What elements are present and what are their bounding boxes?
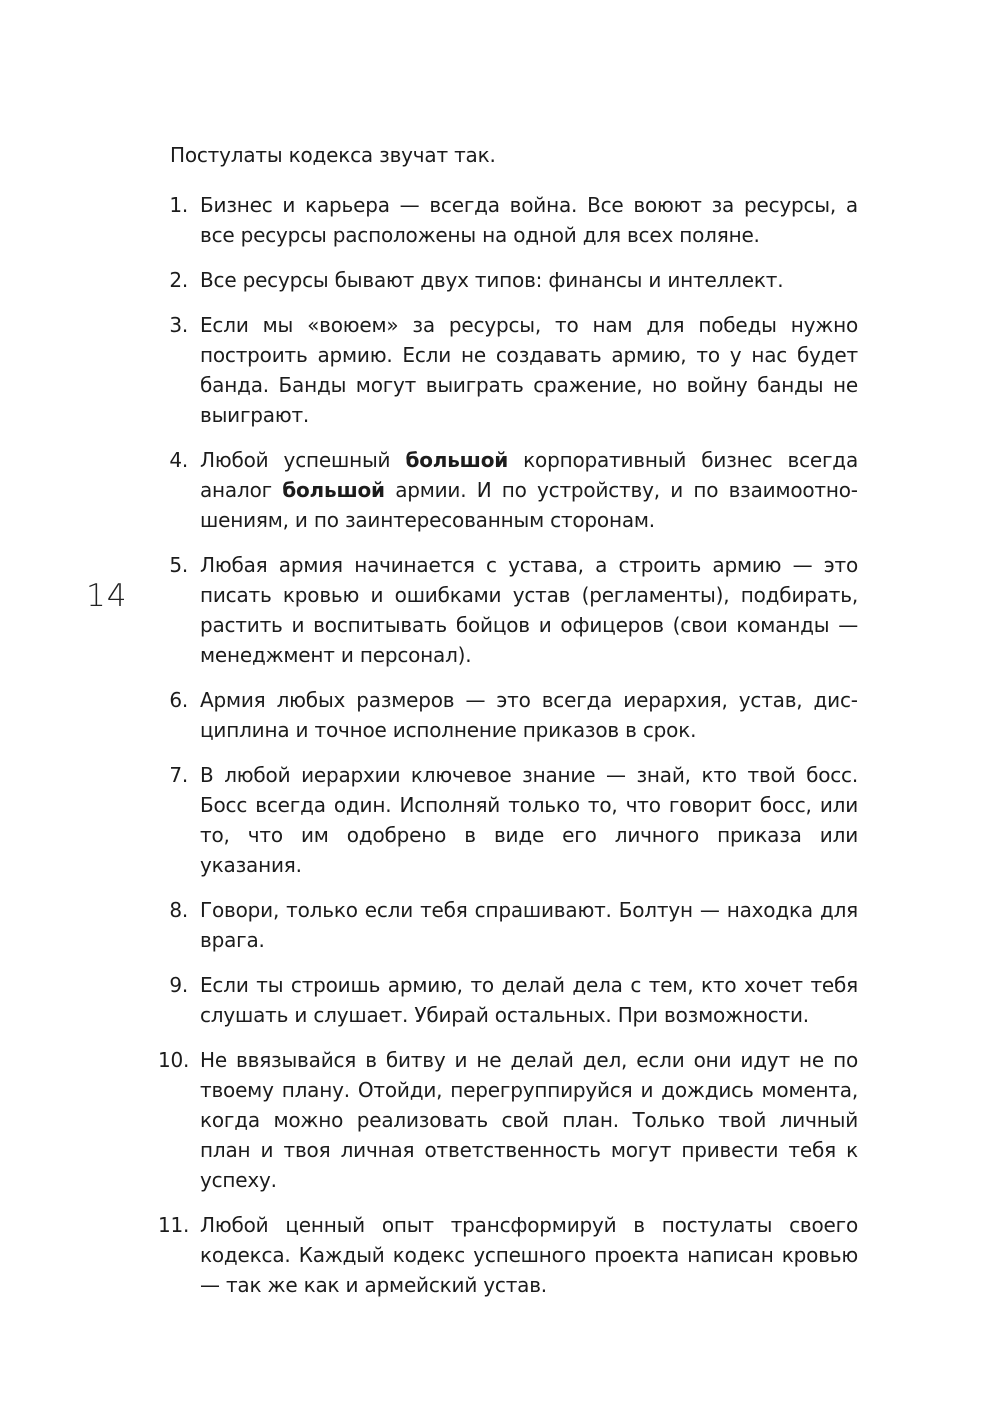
list-item: [158, 1210, 858, 1300]
text-run: Все ресурсы бывают двух типов: финансы и интеллект.: [200, 268, 784, 292]
text-run: Говори, только если тебя спрашивают. Болтун — находка для врага.: [200, 898, 858, 952]
text-run: Бизнес и карьера — всегда война. Все воюют за ресурсы, а все ресурсы расположены на одной для всех поляне.: [200, 193, 858, 247]
list-item: [170, 760, 858, 880]
bold-emphasis: большой: [282, 478, 385, 502]
list-item-number: 2.: [169, 268, 188, 292]
page-number: 14: [86, 578, 128, 614]
text-run: Любой ценный опыт трансформируй в постулаты своего кодекса. Каждый кодекс успешного проекта написан кровью — так же как и армейский устав.: [200, 1213, 858, 1297]
text-run: Если мы «воюем» за ресурсы, то нам для победы нужно построить армию. Если не создавать армию, то у нас будет банда. Банды могут выиграть сражение, но войну банды не выиграют.: [200, 313, 858, 427]
list-item: [170, 445, 858, 535]
postulates-list: [158, 190, 858, 1300]
list-item-number: 5.: [169, 553, 188, 577]
text-run: В любой иерархии ключевое знание — знай, кто твой босс. Босс всегда один. Исполняй только то, что говорит босс, или то, что им одобрено в виде его личного приказа или указания.: [200, 763, 858, 877]
list-item-number: 6.: [169, 688, 188, 712]
list-item-text: [200, 310, 858, 430]
list-item: [170, 190, 858, 250]
list-item-text: [200, 895, 858, 955]
list-item-text: [200, 1210, 858, 1300]
text-run: армии. И по устройству, и по взаимоотношениям, и по заинтересованным сторонам.: [200, 478, 858, 532]
text-run: корпоративный бизнес всегда аналог: [200, 448, 858, 502]
list-item-text: [200, 760, 858, 880]
bold-emphasis: большой: [405, 448, 509, 472]
page-body: [158, 140, 858, 1315]
list-item: [170, 895, 858, 955]
list-item-text: [200, 265, 858, 295]
list-item-number: 1.: [169, 193, 188, 217]
list-item-number: 4.: [169, 448, 188, 472]
list-item-text: [200, 550, 858, 670]
list-item-number: 3.: [169, 313, 188, 337]
list-item: [170, 685, 858, 745]
list-item-text: [200, 1045, 858, 1195]
text-run: Любой успешный: [200, 448, 406, 472]
list-item-text: [200, 970, 858, 1030]
list-item-number: 7.: [169, 763, 188, 787]
list-item: [170, 310, 858, 430]
list-item-number: 9.: [169, 973, 188, 997]
intro-paragraph: Постулаты кодекса звучат так.: [170, 143, 496, 167]
text-run: Не ввязывайся в битву и не делай дел, если они идут не по твоему плану. Отойди, перегруппируйся и дождись момента, когда можно реализовать свой план. Только твой личный план и твоя личная ответственность могут привести тебя к успеху.: [200, 1048, 858, 1192]
list-item-text: [200, 190, 858, 250]
text-run: Любая армия начинается с устава, а строить армию — это писать кровью и ошибками устав (регламенты), подбирать, растить и воспитывать бойцов и офицеров (свои команды — менеджмент и персонал).: [200, 553, 858, 667]
list-item: [170, 265, 858, 295]
list-item-text: [200, 445, 858, 535]
text-run: Армия любых размеров — это всегда иерархия, устав, дисциплина и точное исполнение приказов в срок.: [200, 688, 858, 742]
list-item-text: [200, 685, 858, 745]
text-run: Если ты строишь армию, то делай дела с тем, кто хочет тебя слушать и слушает. Убирай остальных. При возможности.: [200, 973, 858, 1027]
list-item: [170, 970, 858, 1030]
list-item: [170, 550, 858, 670]
list-item-number: 8.: [169, 898, 188, 922]
list-item: [158, 1045, 858, 1195]
list-item-number: 11.: [158, 1213, 190, 1237]
list-item-number: 10.: [158, 1048, 190, 1072]
